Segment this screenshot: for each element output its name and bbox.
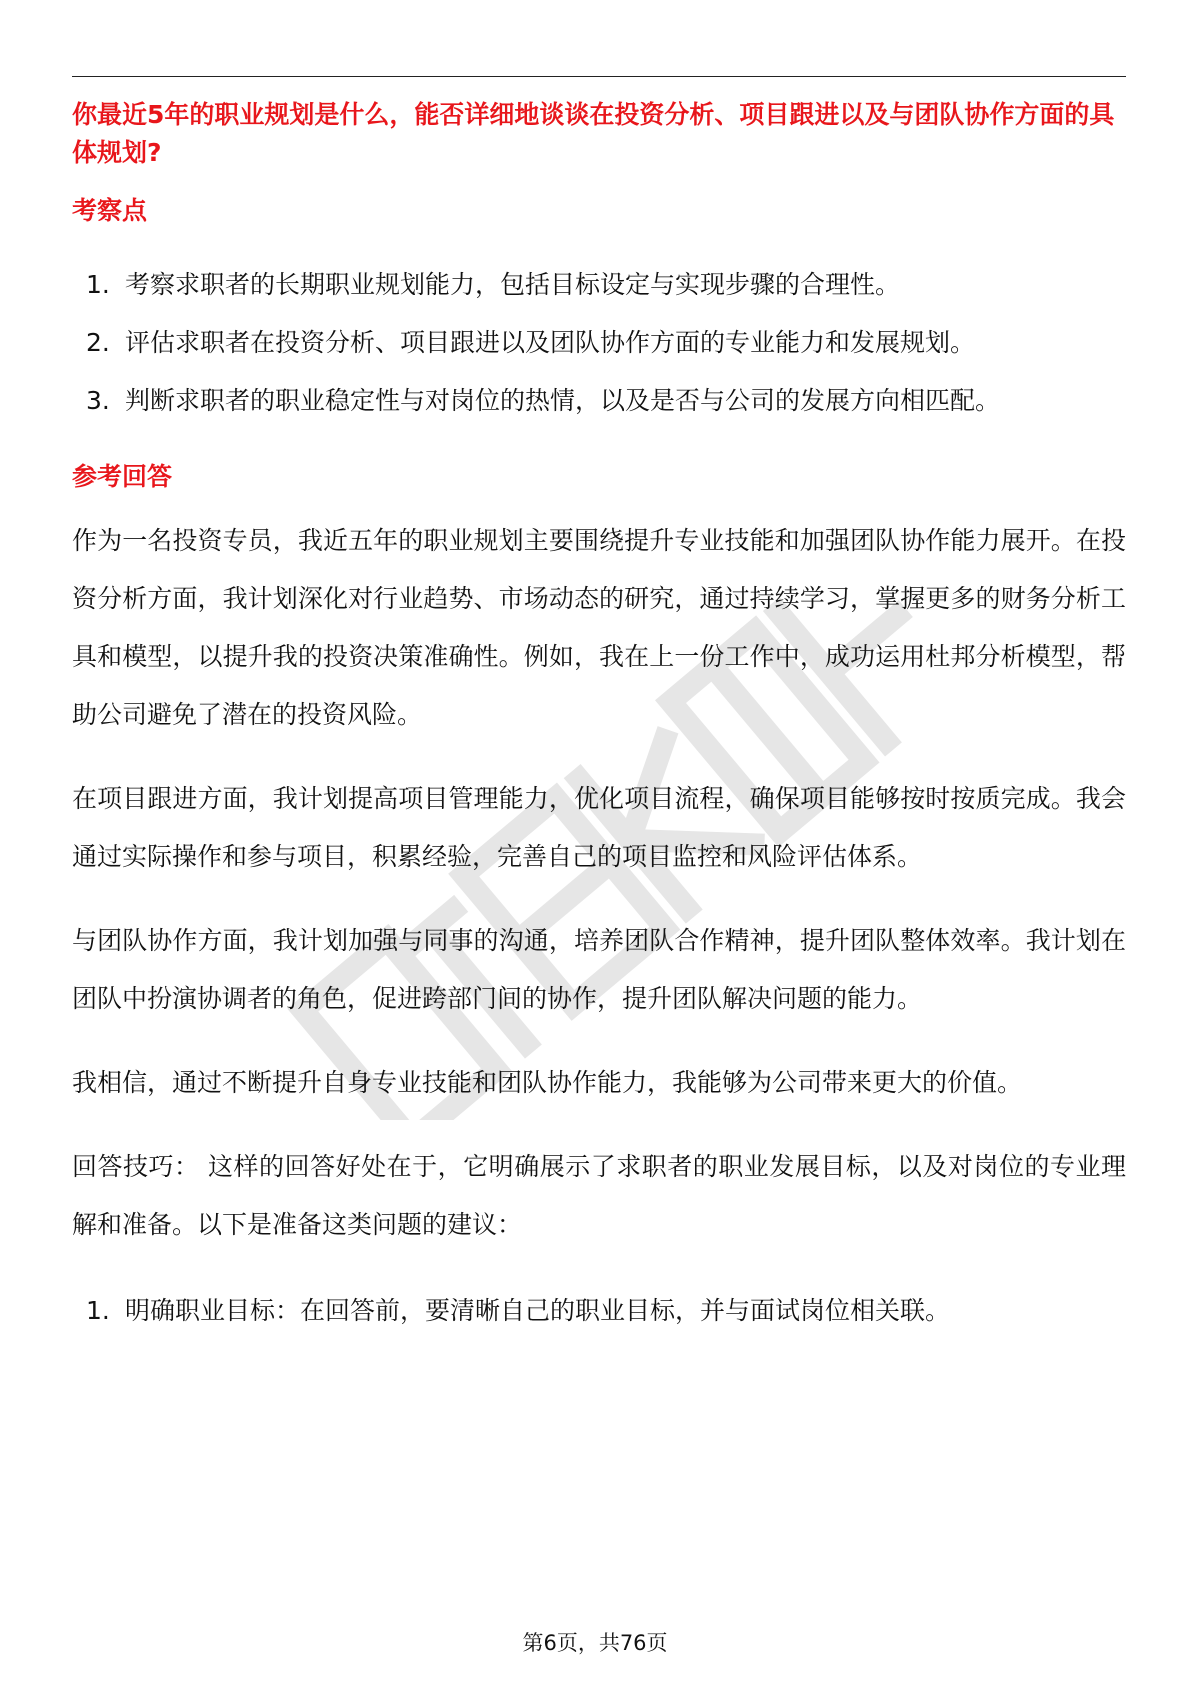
page-number: 第6页，共76页 (522, 1631, 668, 1655)
answer-heading: 参考回答 (72, 462, 173, 491)
answer-paragraph: 与团队协作方面，我计划加强与同事的沟通，培养团队合作精神，提升团队整体效率。我计划在团队中扮演协调者的角色，促进跨部门间的协作，提升团队解决问题的能力。 (72, 926, 1126, 1013)
document-body (72, 96, 1126, 1340)
list-item-text: 明确职业目标：在回答前，要清晰自己的职业目标，并与面试岗位相关联。 (125, 1296, 951, 1325)
tips-list (72, 1282, 1126, 1340)
list-item (72, 372, 1126, 430)
list-item-text: 评估求职者在投资分析、项目跟进以及团队协作方面的专业能力和发展规划。 (125, 328, 976, 357)
top-rule (72, 76, 1126, 77)
list-item-number: 1. (86, 1296, 110, 1325)
list-item (72, 314, 1126, 372)
list-item-number: 2. (86, 328, 110, 357)
list-item-number: 1. (86, 270, 110, 299)
exam-points-list (72, 256, 1126, 430)
tips-intro: 回答技巧： 这样的回答好处在于，它明确展示了求职者的职业发展目标，以及对岗位的专业理解和准备。以下是准备这类问题的建议： (72, 1152, 1126, 1239)
list-item-text: 判断求职者的职业稳定性与对岗位的热情，以及是否与公司的发展方向相匹配。 (125, 386, 1001, 415)
list-item-number: 3. (86, 386, 110, 415)
answer-paragraph: 在项目跟进方面，我计划提高项目管理能力，优化项目流程，确保项目能够按时按质完成。我会通过实际操作和参与项目，积累经验，完善自己的项目监控和风险评估体系。 (72, 784, 1126, 871)
answer-paragraph: 作为一名投资专员，我近五年的职业规划主要围绕提升专业技能和加强团队协作能力展开。在投资分析方面，我计划深化对行业趋势、市场动态的研究，通过持续学习，掌握更多的财务分析工具和模型，以提升我的投资决策准确性。例如，我在上一份工作中，成功运用杜邦分析模型，帮助公司避免了潜在的投资风险。 (72, 526, 1126, 729)
question-title: 你最近5年的职业规划是什么，能否详细地谈谈在投资分析、项目跟进以及与团队协作方面的具体规划? (72, 100, 1115, 167)
list-item (72, 1282, 1126, 1340)
list-item (72, 256, 1126, 314)
answer-paragraph: 我相信，通过不断提升自身专业技能和团队协作能力，我能够为公司带来更大的价值。 (72, 1068, 1023, 1097)
list-item-text: 考察求职者的长期职业规划能力，包括目标设定与实现步骤的合理性。 (125, 270, 901, 299)
exam-points-heading: 考察点 (72, 196, 148, 225)
